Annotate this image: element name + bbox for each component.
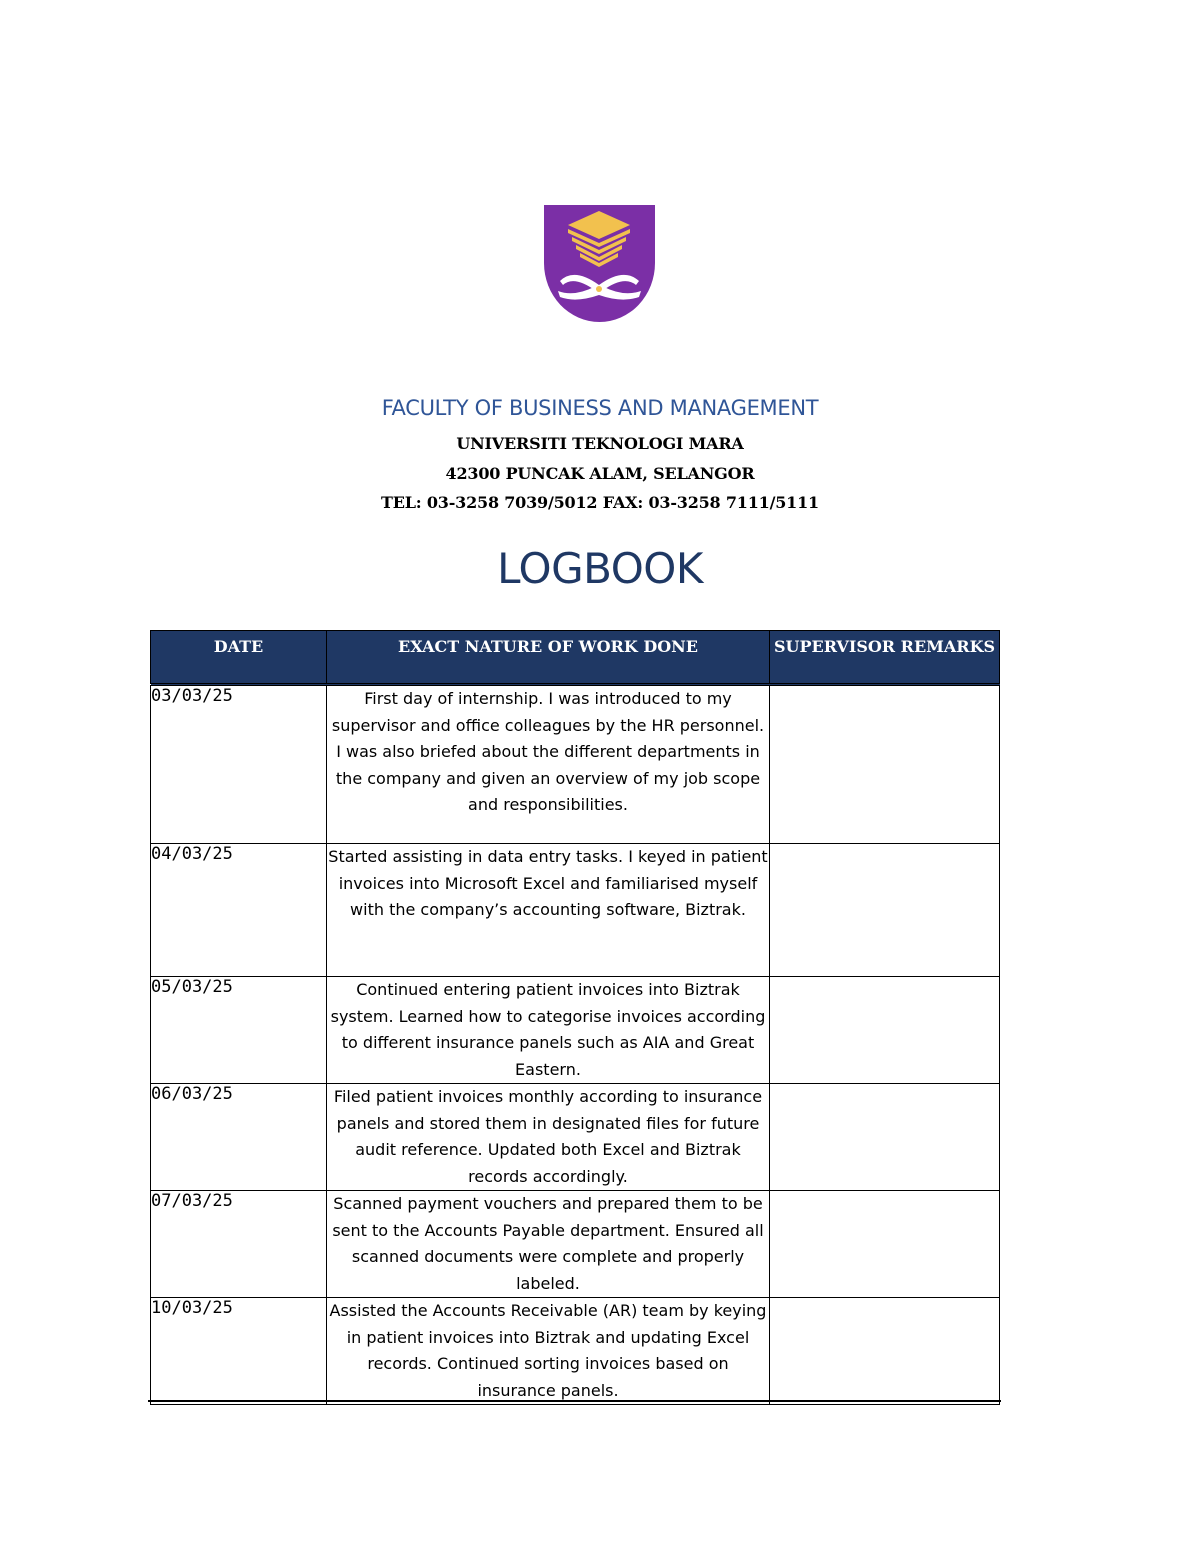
row-date: 10/03/25 [151,1298,327,1405]
table-row [151,844,1000,977]
row-supervisor-remarks [770,1298,1000,1405]
row-date: 06/03/25 [151,1084,327,1191]
row-date: 05/03/25 [151,977,327,1084]
university-name: UNIVERSITI TEKNOLOGI MARA [456,434,744,453]
row-work-done: Started assisting in data entry tasks. I keyed in patient invoices into Microsoft Excel and familiarised myself with the company’s accounting software, Biztrak. [327,844,770,977]
page-title: LOGBOOK [497,544,703,593]
table-row [151,977,1000,1084]
table-header-row [151,631,1000,685]
table-row [151,1191,1000,1298]
faculty-title: FACULTY OF BUSINESS AND MANAGEMENT [381,396,819,420]
table-row [151,1084,1000,1191]
university-address: 42300 PUNCAK ALAM, SELANGOR [445,464,755,483]
row-work-done: Continued entering patient invoices into Biztrak system. Learned how to categorise invoices according to different insurance panels such as AIA and Great Eastern. [327,977,770,1084]
row-supervisor-remarks [770,844,1000,977]
row-supervisor-remarks [770,1084,1000,1191]
row-work-done: Scanned payment vouchers and prepared them to be sent to the Accounts Payable department. Ensured all scanned documents were complete and properly labeled. [327,1191,770,1298]
row-supervisor-remarks [770,1191,1000,1298]
row-work-done: Assisted the Accounts Receivable (AR) team by keying in patient invoices into Biztrak and updating Excel records. Continued sorting invoices based on insurance panels. [327,1298,770,1405]
row-supervisor-remarks [770,685,1000,844]
row-date: 04/03/25 [151,844,327,977]
column-header-date: DATE [151,631,327,685]
table-row [151,1298,1000,1405]
row-work-done: Filed patient invoices monthly according to insurance panels and stored them in designated files for future audit reference. Updated both Excel and Biztrak records accordingly. [327,1084,770,1191]
row-date: 07/03/25 [151,1191,327,1298]
uitm-crest-icon [544,205,655,322]
logbook-table [150,630,1000,1405]
table-bottom-border [148,1400,1001,1402]
row-work-done: First day of internship. I was introduced to my supervisor and office colleagues by the HR personnel. I was also briefed about the different departments in the company and given an overview of my job scope and responsibilities. [327,685,770,844]
row-supervisor-remarks [770,977,1000,1084]
row-date: 03/03/25 [151,685,327,844]
table-row [151,685,1000,844]
column-header-work: EXACT NATURE OF WORK DONE [327,631,770,685]
contact-line: TEL: 03-3258 7039/5012 FAX: 03-3258 7111/5111 [381,493,819,512]
column-header-remarks: SUPERVISOR REMARKS [770,631,1000,685]
